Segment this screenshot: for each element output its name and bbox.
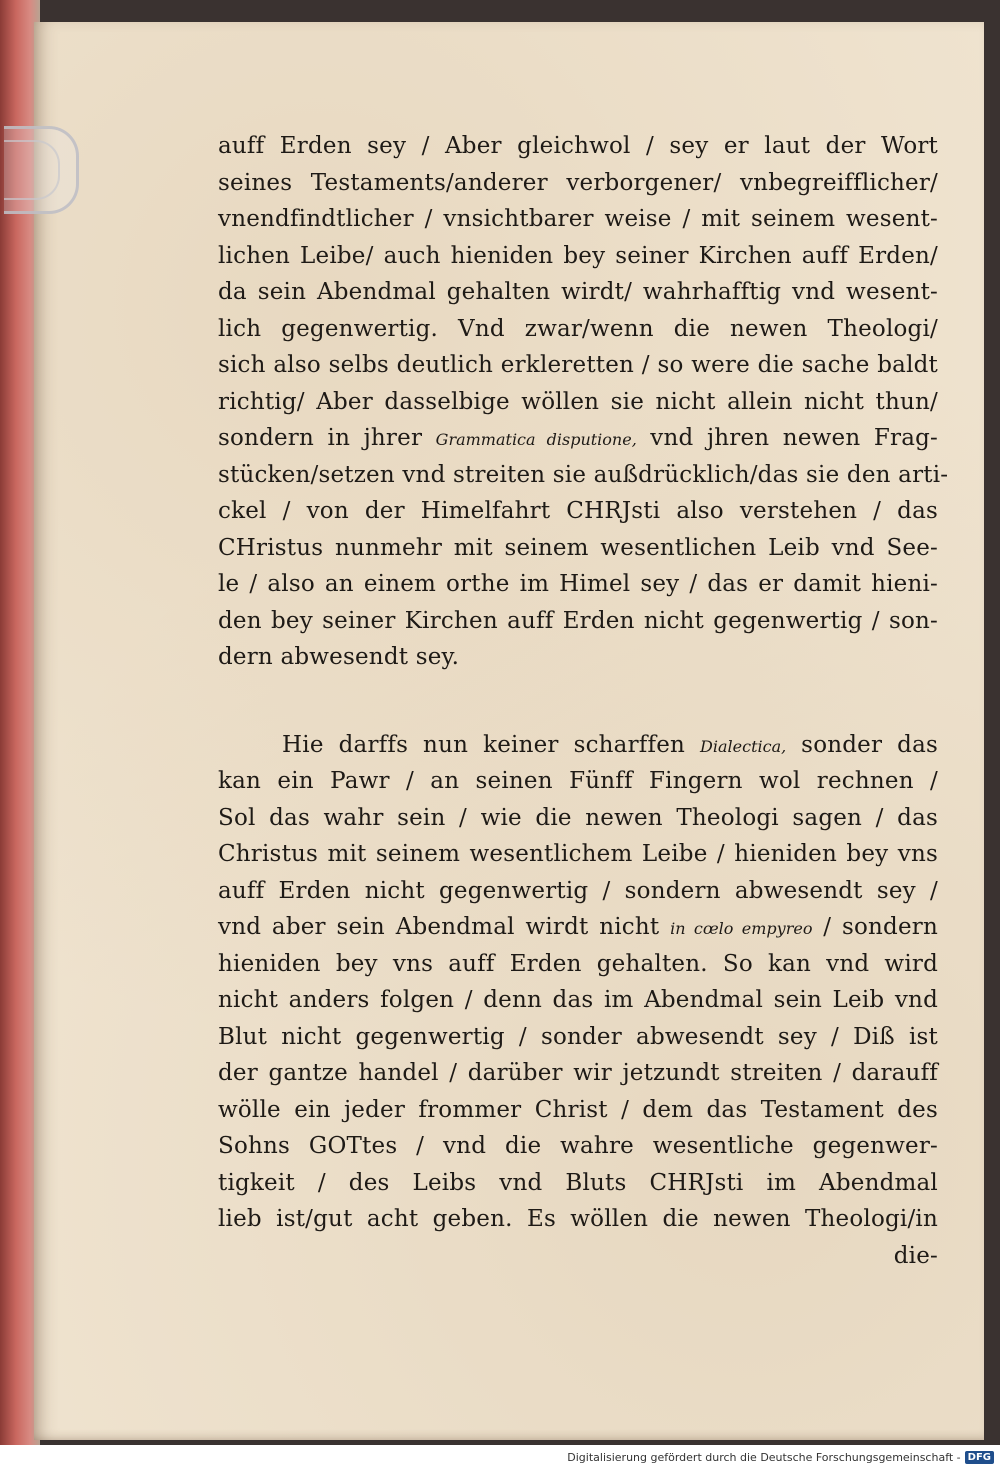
text-line	[218, 238, 938, 275]
text-segment: ckel / von der Himelfahrt CHRJsti also verstehen / das	[218, 498, 938, 524]
text-segment: lieb ist/gut acht geben. Es wöllen die newen Theologi/in	[218, 1206, 938, 1232]
text-line	[218, 1019, 938, 1056]
latin-phrase: Dialectica,	[700, 736, 787, 756]
text-line	[218, 493, 938, 530]
text-segment: CHristus nunmehr mit seinem wesentlichen Leib vnd See-	[218, 534, 938, 561]
text-segment: Christus mit seinem wesentlichem Leibe / hieniden bey vns	[218, 841, 938, 867]
text-segment: dern abwesendt sey.	[218, 644, 460, 670]
text-line	[218, 603, 938, 640]
text-line	[218, 347, 938, 384]
text-segment: auff Erden sey / Aber gleichwol / sey er laut der Wort	[218, 133, 938, 159]
text-line	[218, 909, 938, 946]
text-line	[218, 566, 938, 603]
text-segment: Sol das wahr sein / wie die newen Theologi sagen / das	[218, 804, 938, 831]
text-line	[218, 873, 938, 910]
text-segment: vnendfindtlicher / vnsichtbarer weise / mit seinem wesent-	[218, 206, 938, 232]
text-line	[218, 1055, 938, 1092]
text-line	[218, 763, 938, 800]
footer-bar	[0, 1445, 1000, 1469]
text-segment: kan ein Pawr / an seinen Fünff Fingern wol rechnen /	[218, 768, 938, 794]
dfg-logo-icon: DFG	[965, 1451, 994, 1464]
text-line	[218, 530, 938, 567]
text-line	[218, 1128, 938, 1165]
text-line	[218, 165, 938, 202]
text-line	[218, 311, 938, 348]
text-segment: vnd aber sein Abendmal wirdt nicht	[218, 914, 671, 940]
paragraph-1	[218, 128, 949, 676]
text-line	[218, 727, 938, 764]
text-segment: Blut nicht gegenwertig / sonder abwesendt sey / Diß ist	[218, 1023, 938, 1050]
text-segment: sonder das	[786, 731, 939, 758]
text-line	[218, 457, 949, 494]
text-line	[218, 1201, 938, 1238]
text-line	[218, 639, 938, 676]
text-segment: da sein Abendmal gehalten wirdt/ wahrhafftig vnd wesent-	[218, 279, 938, 305]
text-segment: lichen Leibe/ auch hieniden bey seiner Kirchen auff Erden/	[218, 242, 938, 269]
latin-phrase: Grammatica disputione,	[435, 430, 637, 449]
text-segment: den bey seiner Kirchen auff Erden nicht gegenwertig / son-	[218, 607, 938, 634]
paragraph-2	[218, 727, 938, 1238]
text-segment: tigkeit / des Leibs vnd Bluts CHRJsti im Abendmal	[218, 1169, 938, 1196]
text-line	[218, 201, 938, 238]
text-segment: Sohns GOTtes / vnd die wahre wesentliche gegenwer-	[218, 1133, 938, 1159]
text-line	[218, 800, 938, 837]
text-segment: nicht anders folgen / denn das im Abendmal sein Leib vnd	[218, 987, 938, 1013]
text-segment: sich also selbs deutlich erkleretten / so were die sache baldt	[218, 352, 938, 378]
text-segment: vnd jhren newen Frag-	[636, 425, 939, 451]
text-segment: stücken/setzen vnd streiten sie außdrücklich/das sie den arti-	[218, 461, 949, 488]
text-segment: / sondern	[812, 914, 938, 940]
text-line	[218, 384, 938, 421]
text-line	[218, 274, 938, 311]
text-segment: Hie darffs nun keiner scharffen	[282, 731, 701, 758]
latin-phrase: in cœlo empyreo	[670, 919, 813, 938]
page-text	[218, 128, 949, 1274]
text-segment: hieniden bey vns auff Erden gehalten. So kan vnd wird	[218, 950, 938, 977]
text-segment: der gantze handel / darüber wir jetzundt streiten / darauff	[218, 1060, 938, 1086]
text-line	[218, 420, 938, 457]
text-line	[218, 946, 938, 983]
text-segment: auff Erden nicht gegenwertig / sondern abwesendt sey /	[218, 877, 938, 904]
text-line	[218, 128, 938, 165]
funding-credit: Digitalisierung gefördert durch die Deutsche Forschungsgemeinschaft -	[567, 1450, 961, 1464]
text-segment: le / also an einem orthe im Himel sey / das er damit hieni-	[218, 571, 938, 597]
text-line	[218, 982, 938, 1019]
text-segment: seines Testaments/anderer verborgener/ vnbegreifflicher/	[218, 169, 938, 196]
text-line	[218, 1092, 938, 1129]
text-segment: lich gegenwertig. Vnd zwar/wenn die newen Theologi/	[218, 315, 938, 342]
paper-clip-inner-icon	[4, 140, 60, 200]
paragraph-gap	[218, 676, 938, 727]
catchword: die-	[893, 1242, 938, 1269]
text-segment: sondern in jhrer	[218, 425, 436, 451]
text-segment: richtig/ Aber dasselbige wöllen sie nicht allein nicht thun/	[218, 388, 938, 415]
text-line	[218, 1165, 938, 1202]
text-segment: wölle ein jeder frommer Christ / dem das Testament des	[218, 1096, 938, 1123]
text-line	[218, 836, 938, 873]
